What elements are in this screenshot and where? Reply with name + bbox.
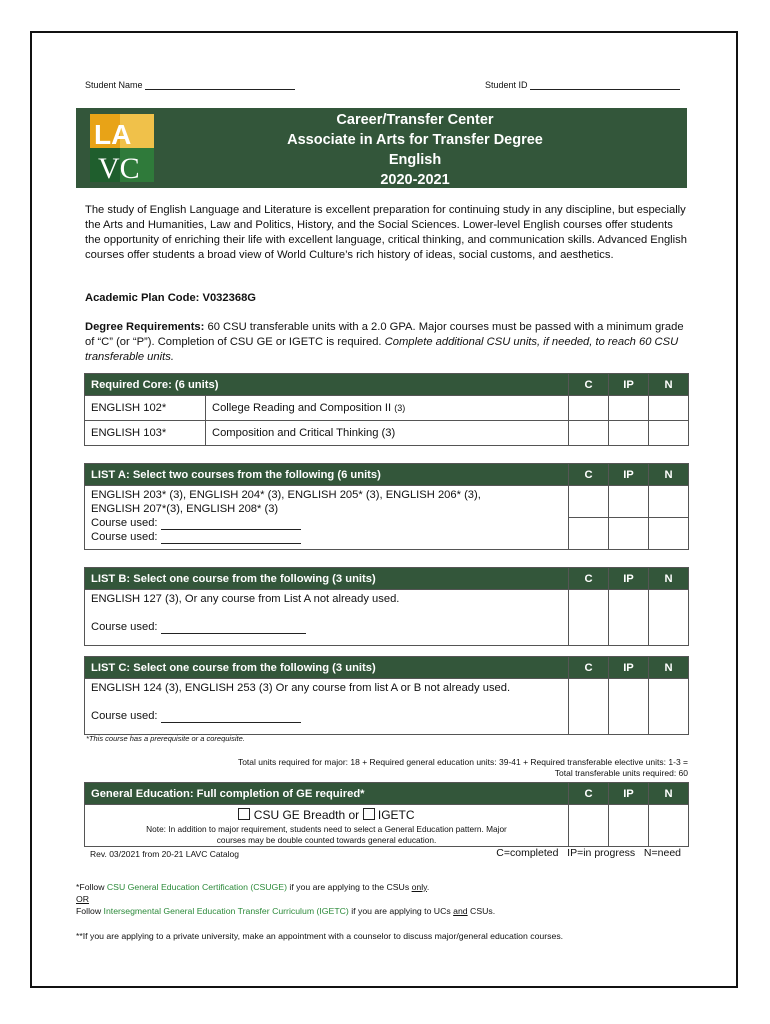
list-b-body: [85, 590, 569, 646]
check-n[interactable]: [649, 805, 689, 847]
core-title: Required Core: (6 units): [85, 374, 569, 396]
svg-text:VC: VC: [98, 152, 140, 182]
totals-line-2: Total transferable units required: 60: [554, 768, 688, 778]
course-used-2[interactable]: Course used:: [91, 530, 562, 544]
col-n: N: [649, 657, 689, 679]
col-ip: IP: [609, 374, 649, 396]
student-name-line[interactable]: [145, 89, 295, 90]
header-title: [160, 110, 670, 190]
list-c-title: LIST C: Select one course from the following (3 units): [85, 657, 569, 679]
check-n[interactable]: [649, 518, 689, 550]
check-c[interactable]: [569, 590, 609, 646]
ge-table: [84, 782, 689, 847]
col-ip: IP: [609, 568, 649, 590]
degree-req-text: 60 CSU transferable units with a 2.0 GPA. Major courses must be passed with a minimum grade of “C” (or “P”). Completion of CSU GE or IGETC is required.: [85, 321, 684, 348]
header-line-2: Associate in Arts for Transfer Degree: [287, 132, 543, 148]
svg-text:LA: LA: [94, 119, 132, 150]
check-c[interactable]: [569, 421, 609, 446]
course-name: Composition and Critical Thinking (3): [206, 421, 569, 446]
intro-paragraph: The study of English Language and Literature is excellent preparation for continuing study in any discipline, but especially the Arts and Humanities, Law and Politics, History, and the Social Sciences. Lower-level English courses offer students the opportunity of enriching their life with excellent language, critical thinking, and communication skills. Advanced English courses offer students a broad view of World Culture’s rich history of ideas, social customs, and aesthetics.: [85, 204, 687, 261]
ge-note-1: Note: In addition to major requirement, students need to select a General Education pattern. Major: [146, 824, 507, 834]
list-a-body: [85, 486, 569, 550]
col-c: C: [569, 464, 609, 486]
ge-body: [85, 805, 569, 847]
header-line-1: Career/Transfer Center: [336, 112, 494, 128]
ge-title: General Education: Full completion of GE required*: [85, 783, 569, 805]
col-ip: IP: [609, 783, 649, 805]
check-n[interactable]: [649, 421, 689, 446]
list-c-body: [85, 679, 569, 735]
table-row: [85, 421, 689, 446]
check-n[interactable]: [649, 679, 689, 735]
student-id-label: Student ID: [485, 80, 528, 90]
course-used-1[interactable]: Course used:: [91, 516, 562, 530]
list-a-title: LIST A: Select two courses from the following (6 units): [85, 464, 569, 486]
course-used[interactable]: Course used:: [91, 709, 562, 723]
igetc-label: IGETC: [377, 808, 415, 822]
check-ip[interactable]: [609, 679, 649, 735]
revision-note: Rev. 03/2021 from 20-21 LAVC Catalog: [90, 849, 239, 859]
follow-igetc: Follow Intersegmental General Education Transfer Curriculum (IGETC) if you are applying to UCs and CSUs.: [76, 906, 496, 916]
follow-csu: *Follow CSU General Education Certification (CSUGE) if you are applying to the CSUs only.: [76, 882, 430, 892]
check-n[interactable]: [649, 486, 689, 518]
required-core-table: [84, 373, 689, 446]
col-c: C: [569, 657, 609, 679]
lavc-logo: [90, 114, 154, 182]
check-ip[interactable]: [609, 805, 649, 847]
list-a-table: [84, 463, 689, 550]
check-c[interactable]: [569, 486, 609, 518]
check-ip[interactable]: [609, 486, 649, 518]
list-a-line-1: ENGLISH 203* (3), ENGLISH 204* (3), ENGLISH 205* (3), ENGLISH 206* (3),: [91, 489, 481, 501]
or-label: OR: [76, 894, 90, 904]
degree-req-italic: Complete additional CSU units, if needed, to reach 60 CSU transferable units.: [85, 336, 679, 363]
list-c-line-1: ENGLISH 124 (3), ENGLISH 253 (3) Or any course from list A or B not already used.: [91, 682, 511, 694]
list-c-table: [84, 656, 689, 735]
prereq-note: *This course has a prerequisite or a corequisite.: [86, 734, 245, 743]
student-id-field[interactable]: [485, 80, 680, 90]
header-line-4: 2020-2021: [380, 172, 450, 188]
table-row: [85, 396, 689, 421]
totals: [85, 757, 688, 779]
course-name: College Reading and Composition II (3): [206, 396, 569, 421]
course-code: ENGLISH 102*: [85, 396, 206, 421]
student-name-label: Student Name: [85, 80, 143, 90]
check-n[interactable]: [649, 396, 689, 421]
col-c: C: [569, 374, 609, 396]
status-legend: C=completed IP=in progress N=need: [496, 847, 681, 859]
plan-code: Academic Plan Code: V032368G: [85, 292, 256, 304]
csu-ge-label: CSU GE Breadth or: [253, 808, 360, 822]
course-used[interactable]: Course used:: [91, 620, 562, 634]
check-c[interactable]: [569, 396, 609, 421]
col-ip: IP: [609, 464, 649, 486]
follow-notes: [76, 881, 495, 917]
course-code: ENGLISH 103*: [85, 421, 206, 446]
check-ip[interactable]: [609, 421, 649, 446]
private-university-note: **If you are applying to a private university, make an appointment with a counselor to discuss major/general education courses.: [76, 931, 564, 941]
list-b-line-1: ENGLISH 127 (3), Or any course from List A not already used.: [91, 593, 400, 605]
list-a-line-2: ENGLISH 207*(3), ENGLISH 208* (3): [91, 503, 279, 515]
col-n: N: [649, 464, 689, 486]
igetc-link[interactable]: Intersegmental General Education Transfer Curriculum (IGETC): [103, 906, 349, 916]
student-name-field[interactable]: [85, 80, 295, 90]
check-ip[interactable]: [609, 396, 649, 421]
check-c[interactable]: [569, 518, 609, 550]
degree-req-label: Degree Requirements:: [85, 321, 205, 333]
header-line-3: English: [388, 152, 442, 168]
csuge-link[interactable]: CSU General Education Certification (CSUGE): [106, 882, 287, 892]
col-c: C: [569, 568, 609, 590]
igetc-checkbox[interactable]: [363, 808, 375, 820]
col-ip: IP: [609, 657, 649, 679]
col-n: N: [649, 568, 689, 590]
list-b-title: LIST B: Select one course from the following (3 units): [85, 568, 569, 590]
student-id-line[interactable]: [530, 89, 680, 90]
check-ip[interactable]: [609, 590, 649, 646]
col-n: N: [649, 783, 689, 805]
list-b-table: [84, 567, 689, 646]
check-n[interactable]: [649, 590, 689, 646]
ge-note-2: courses may be double counted towards general education.: [216, 835, 437, 845]
csu-ge-checkbox[interactable]: [238, 808, 250, 820]
check-c[interactable]: [569, 679, 609, 735]
check-ip[interactable]: [609, 518, 649, 550]
col-c: C: [569, 783, 609, 805]
check-c[interactable]: [569, 805, 609, 847]
totals-line-1: Total units required for major: 18 + Required general education units: 39-41 + Required transferable elective units: 1-3 =: [237, 757, 688, 767]
degree-requirements: [85, 320, 690, 365]
col-n: N: [649, 374, 689, 396]
